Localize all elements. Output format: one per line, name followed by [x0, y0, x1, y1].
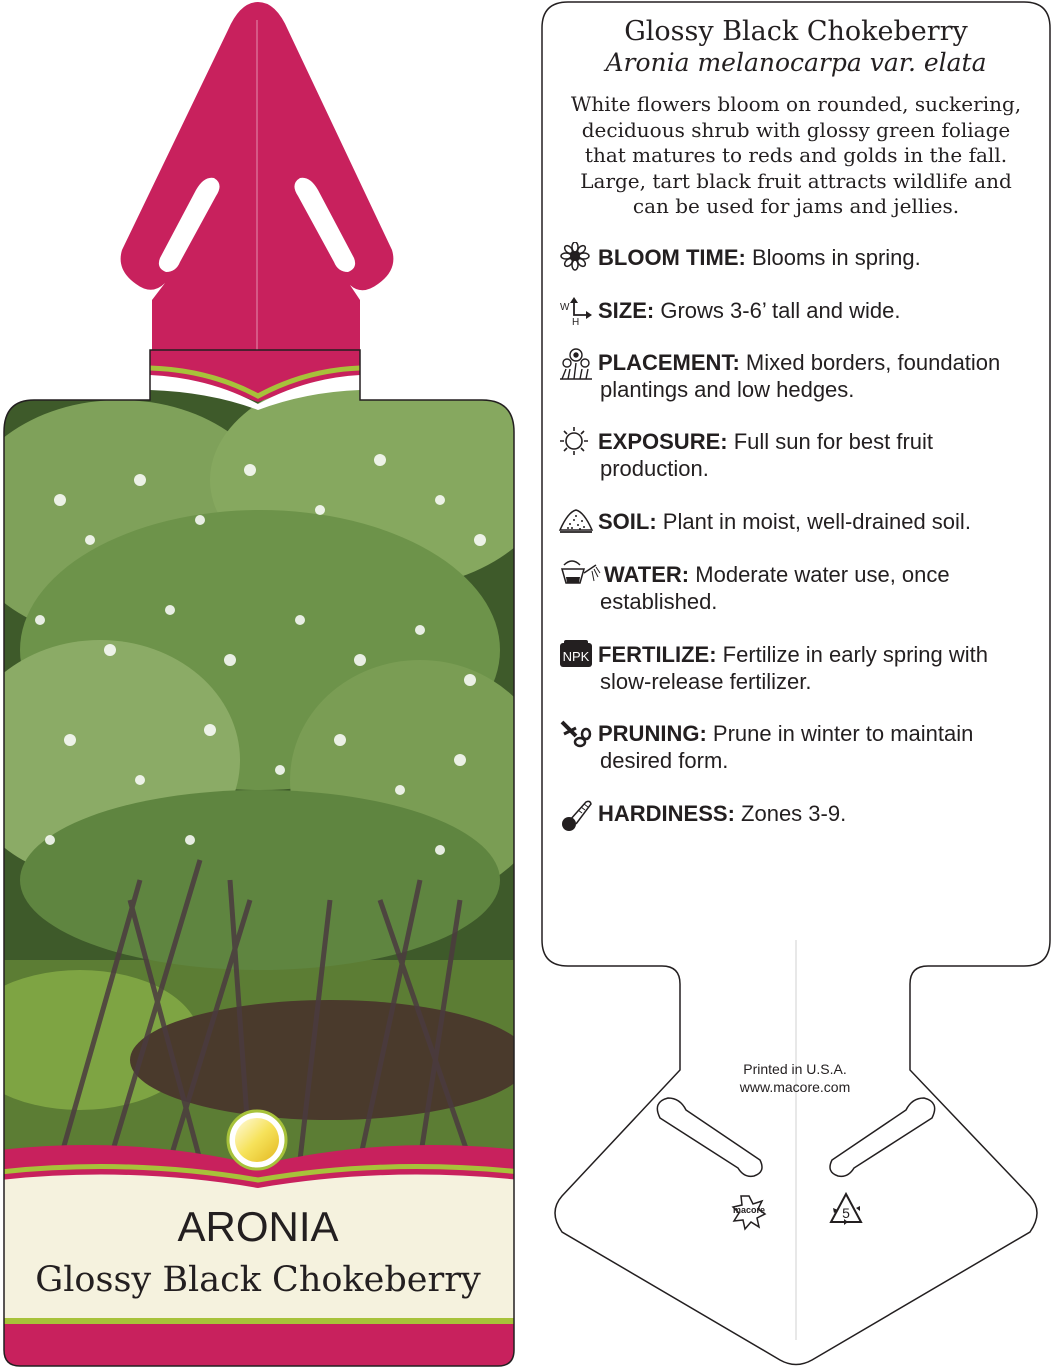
care-row-pruning [558, 720, 1028, 774]
size-arrows-icon [558, 295, 596, 327]
printed-in: Printed in U.S.A. [743, 1061, 847, 1077]
care-row-bloom-time [558, 244, 1028, 274]
care-text-bloom-time: Blooms in spring. [752, 245, 921, 270]
plant-description: White flowers bloom on rounded, suckering, deciduous shrub with glossy green foliage that matures to reds and golds in the fall. Large, tart black fruit attracts wildlife and can be used for jams and jellies. [570, 92, 1022, 218]
care-text-exposure-cont: production. [600, 456, 709, 481]
care-text-water: Moderate water use, once [695, 562, 950, 587]
placement-flowers-icon [558, 347, 596, 379]
shrub-photo [0, 340, 550, 1180]
soil-pile-icon [558, 506, 596, 538]
care-text-size: Grows 3-6’ tall and wide. [660, 298, 901, 323]
care-row-exposure [558, 428, 1028, 482]
care-text-exposure: Full sun for best fruit [733, 429, 934, 454]
flower-icon [558, 242, 596, 274]
care-text-water-cont: established. [600, 589, 718, 614]
care-text-pruning-cont: desired form. [600, 748, 729, 773]
care-row-size [558, 297, 1028, 327]
care-text-soil: Plant in moist, well-drained soil. [662, 509, 971, 534]
front-common-name: Glossy Black Chokeberry [35, 1260, 481, 1300]
care-row-hardiness [558, 800, 1028, 830]
back-title: Glossy Black Chokeberry [624, 16, 968, 47]
scientific-name: Aronia melanocarpa var. elata [605, 48, 987, 77]
care-label-fertilize: FERTILIZE: [598, 642, 717, 667]
care-label-pruning: PRUNING: [598, 721, 707, 746]
care-label-size: SIZE: [598, 298, 655, 323]
care-text-placement-cont: plantings and low hedges. [600, 377, 855, 402]
thermometer-icon [558, 798, 596, 830]
sun-outline-icon [558, 426, 596, 458]
care-row-fertilize [558, 641, 1028, 695]
size-icon-w-label: W [560, 302, 570, 313]
watering-can-icon [558, 559, 602, 591]
care-row-placement [558, 349, 1028, 403]
care-text-hardiness: Zones 3-9. [741, 801, 847, 826]
care-row-soil [558, 508, 1028, 538]
care-label-hardiness: HARDINESS: [598, 801, 735, 826]
pruners-icon [558, 718, 596, 750]
care-text-pruning: Prune in winter to maintain [712, 721, 974, 746]
care-label-bloom-time: BLOOM TIME: [598, 245, 746, 270]
full-sun-icon [228, 1111, 286, 1169]
website: www.macore.com [739, 1079, 851, 1095]
care-label-placement: PLACEMENT: [598, 350, 740, 375]
macore-logo-text: macore [732, 1205, 766, 1215]
npk-bag-icon [558, 639, 596, 671]
recycle-number: 5 [842, 1205, 850, 1221]
care-label-water: WATER: [604, 562, 690, 587]
npk-label: NPK [562, 649, 590, 664]
care-label-exposure: EXPOSURE: [598, 429, 728, 454]
care-text-placement: Mixed borders, foundation [745, 350, 1001, 375]
care-row-water [558, 561, 1028, 615]
care-text-fertilize: Fertilize in early spring with [722, 642, 988, 667]
size-icon-h-label: H [572, 317, 580, 327]
care-text-fertilize-cont: slow-release fertilizer. [600, 669, 812, 694]
front-genus-name: ARONIA [177, 1203, 339, 1250]
care-label-soil: SOIL: [598, 509, 657, 534]
